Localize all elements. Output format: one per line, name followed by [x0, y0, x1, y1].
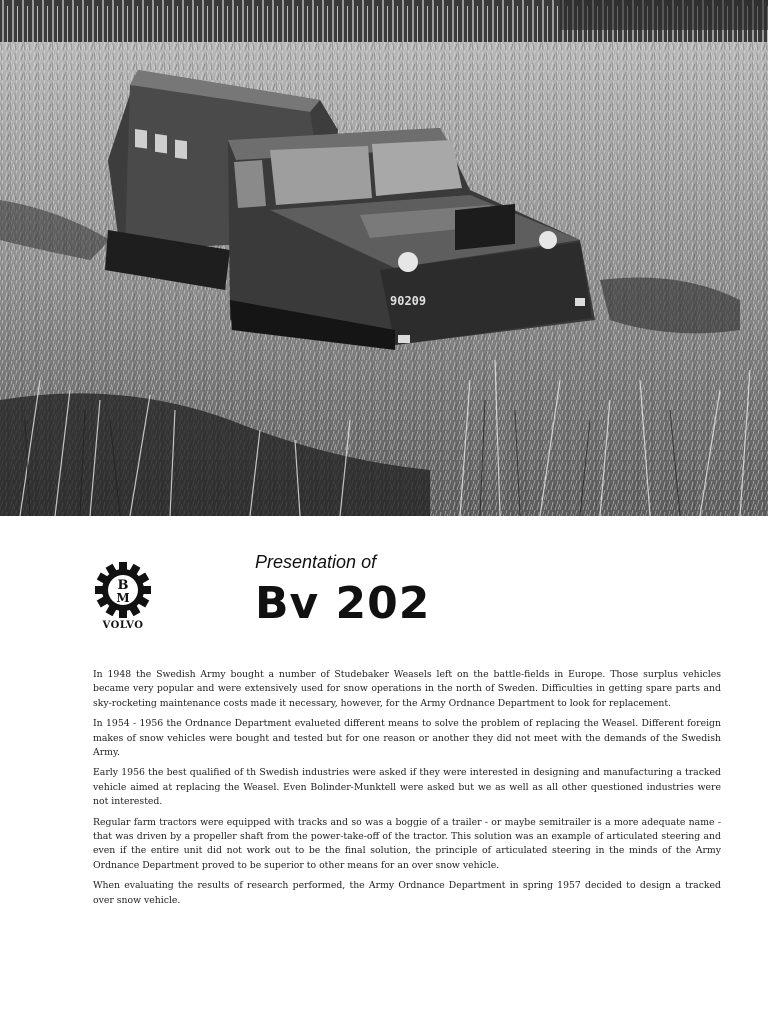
paragraph: When evaluating the results of research performed, the Army Ordnance Department in spring 1957 decided to design a tracked over snow vehicle. [93, 880, 721, 906]
svg-text:M: M [116, 591, 130, 605]
article-body [93, 668, 721, 914]
paragraph: Early 1956 the best qualified of th Swedish industries were asked if they were interested in designing and manufacturing a tracked vehicle aimed at replacing the Weasel. Even Bolinder-Munktell were asked but we as well as all other questioned industries were not interested. [93, 767, 721, 808]
vehicle-number: 90209 [390, 294, 427, 308]
page-subtitle: Presentation of [255, 552, 377, 572]
page-title: Bv 202 [255, 578, 431, 629]
gear-icon [88, 560, 158, 620]
paragraph: In 1948 the Swedish Army bought a number of Studebaker Weasels left on the battle-fields in Europe. Those surplus vehicles became very popular and were extensively used for snow operations in the north of Sweden. Difficulties in getting spare parts and sky-rocketing maintenance costs made it necessary, however, for the Army Ordnance Department to look for replacement. [93, 669, 721, 709]
svg-text:B: B [117, 578, 129, 593]
paragraph: Regular farm tractors were equipped with tracks and so was a boggie of a trailer - or maybe semitrailer is a more adequate name - that was driven by a propeller shaft from the power-take-off of the tractor. This solution was an example of articulated steering and even if the entire unit did not work out to be the final solution, the principle of articulated steering in the minds of the Army Ordnance Department proved to be superior to other means for an over snow vehicle. [93, 816, 721, 871]
paragraph: In 1954 - 1956 the Ordnance Department evalueted different means to solve the problem of replacing the Weasel. Different foreign makes of snow vehicles were bought and tested but for one reason or another they did not meet with the demands of the Swedish Army. [93, 718, 721, 759]
logo-wordmark: VOLVO [102, 620, 144, 631]
